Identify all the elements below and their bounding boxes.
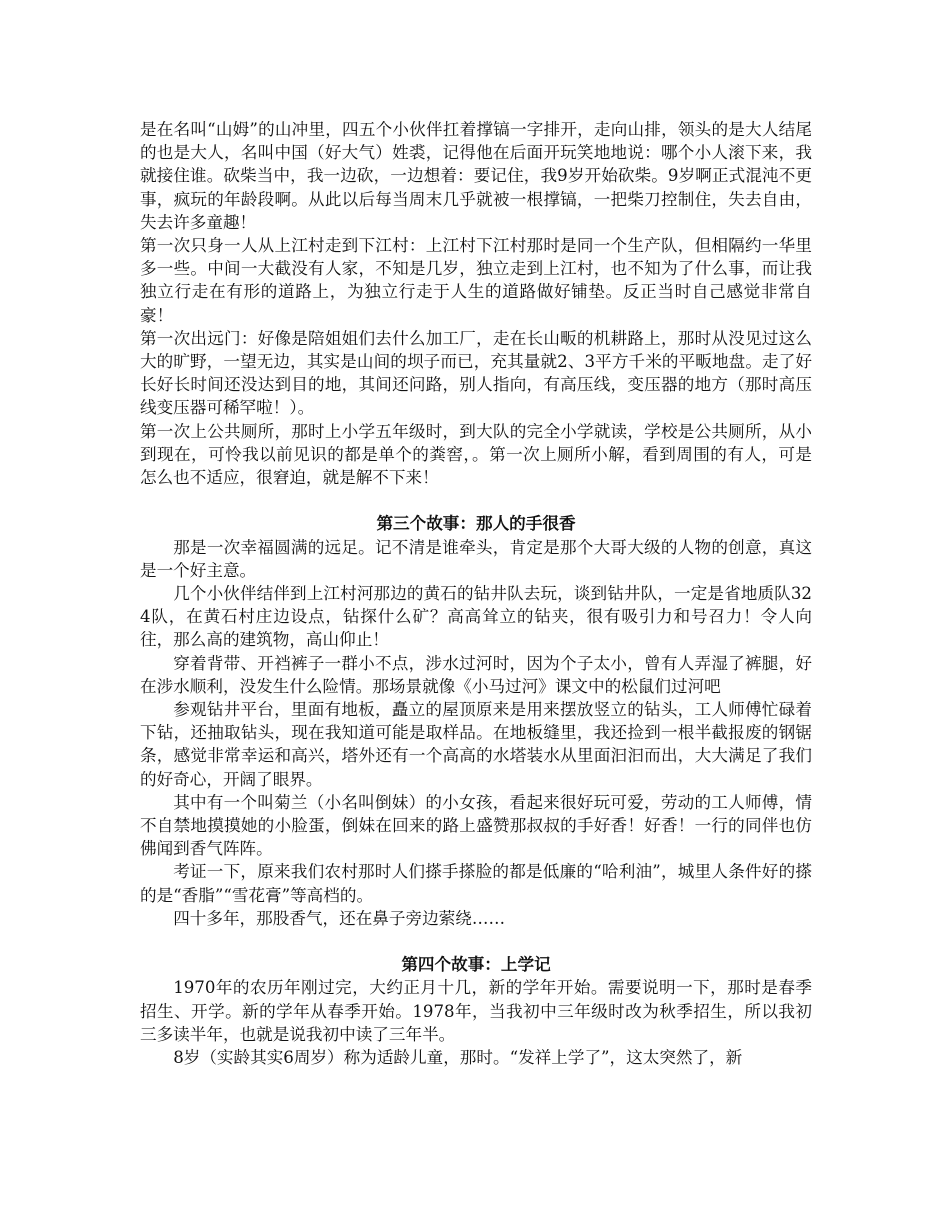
intro-section [140,118,812,489]
paragraph: 穿着背带、开裆裤子一群小不点，涉水过河时，因为个子太小，曾有人弄湿了裤腿，好在涉水顺利，没发生什么险情。那场景就像《小马过河》课文中的松鼠们过河吧 [140,653,812,696]
paragraph: 是在名叫“山姆”的山冲里，四五个小伙伴扛着撑镐一字排开，走向山排，领头的是大人结尾的也是大人，名叫中国（好大气）姓裘，记得他在后面开玩笑地地说：哪个小人滚下来，我就接住谁。砍柴当中，我一边砍，一边想着：要记住，我9岁开始砍柴。9岁啊正式混沌不更事，疯玩的年龄段啊。从此以后每当周末几乎就被一根撑镐，一把柴刀控制住，失去自由，失去许多童趣！ [140,120,812,232]
paragraph: 第一次出远门：好像是陪姐姐们去什么加工厂，走在长山畈的机耕路上，那时从没见过这么大的旷野，一望无边，其实是山间的坝子而已，充其量就2、3平方千米的平畈地盘。走了好长好长时间还没达到目的地，其间还问路，别人指向，有高压线，变压器的地方（那时高压线变压器可稀罕啦！）。 [140,328,812,418]
paragraph: 考证一下，原来我们农村那时人们搽手搽脸的都是低廉的“哈利油”，城里人条件好的搽的是“香脂”“雪花膏”等高档的。 [140,862,812,905]
paragraph: 几个小伙伴结伴到上江村河那边的黄石的钻井队去玩，谈到钻井队，一定是省地质队324队，在黄石村庄边设点，钻探什么矿？高高耸立的钻夹，很有吸引力和号召力！令人向往，那么高的建筑物，高山仰止！ [140,584,812,650]
story-four-section [140,953,812,1069]
section-spacer [140,930,812,953]
paragraph: 1970年的农历年刚过完，大约正月十几，新的学年开始。需要说明一下，那时是春季招生、开学。新的学年从春季开始。1978年，当我初中三年级时改为秋季招生，所以我初三多读半年，也就是说我初中读了三年半。 [140,978,812,1044]
section-heading: 第三个故事：那人的手很香 [376,513,576,534]
section-spacer [140,489,812,512]
paragraph: 8岁（实龄其实6周岁）称为适龄儿童，那时。“发祥上学了”，这太突然了，新 [173,1048,743,1068]
paragraph: 其中有一个叫菊兰（小名叫倒妹）的小女孩，看起来很好玩可爱，劳动的工人师傅，情不自禁地摸摸她的小脸蛋，倒妹在回来的路上盛赞那叔叔的手好香！好香！一行的同伴也仿佛闻到香气阵阵。 [140,792,812,859]
paragraph: 四十多年，那股香气，还在鼻子旁边萦绕…… [173,908,506,928]
paragraph: 那是一次幸福圆满的远足。记不清是谁牵头，肯定是那个大哥大级的人物的创意，真这是一个好主意。 [140,537,812,580]
section-heading: 第四个故事：上学记 [401,954,551,975]
document-page [140,118,812,1069]
story-three-section [140,512,812,930]
paragraph: 参观钻井平台，里面有地板，矗立的屋顶原来是用来摆放竖立的钻头，工人师傅忙碌着下钻，还抽取钻头，现在我知道可能是取样品。在地板缝里，我还捡到一根半截报废的钢锯条，感觉非常幸运和高兴，塔外还有一个高高的水塔装水从里面汩汩而出，大大满足了我们的好奇心，开阔了眼界。 [140,700,812,789]
paragraph: 第一次只身一人从上江村走到下江村：上江村下江村那时是同一个生产队，但相隔约一华里多一些。中间一大截没有人家，不知是几岁，独立走到上江村，也不知为了什么事，而让我独立行走在有形的道路上，为独立行走于人生的道路做好铺垫。反正当时自己感觉非常自豪！ [140,236,812,325]
paragraph: 第一次上公共厕所，那时上小学五年级时，到大队的完全小学就读，学校是公共厕所，从小到现在，可怜我以前见识的都是单个的粪窖，。第一次上厕所小解，看到周围的有人，可是怎么也不适应，很窘迫，就是解不下来！ [140,421,812,488]
